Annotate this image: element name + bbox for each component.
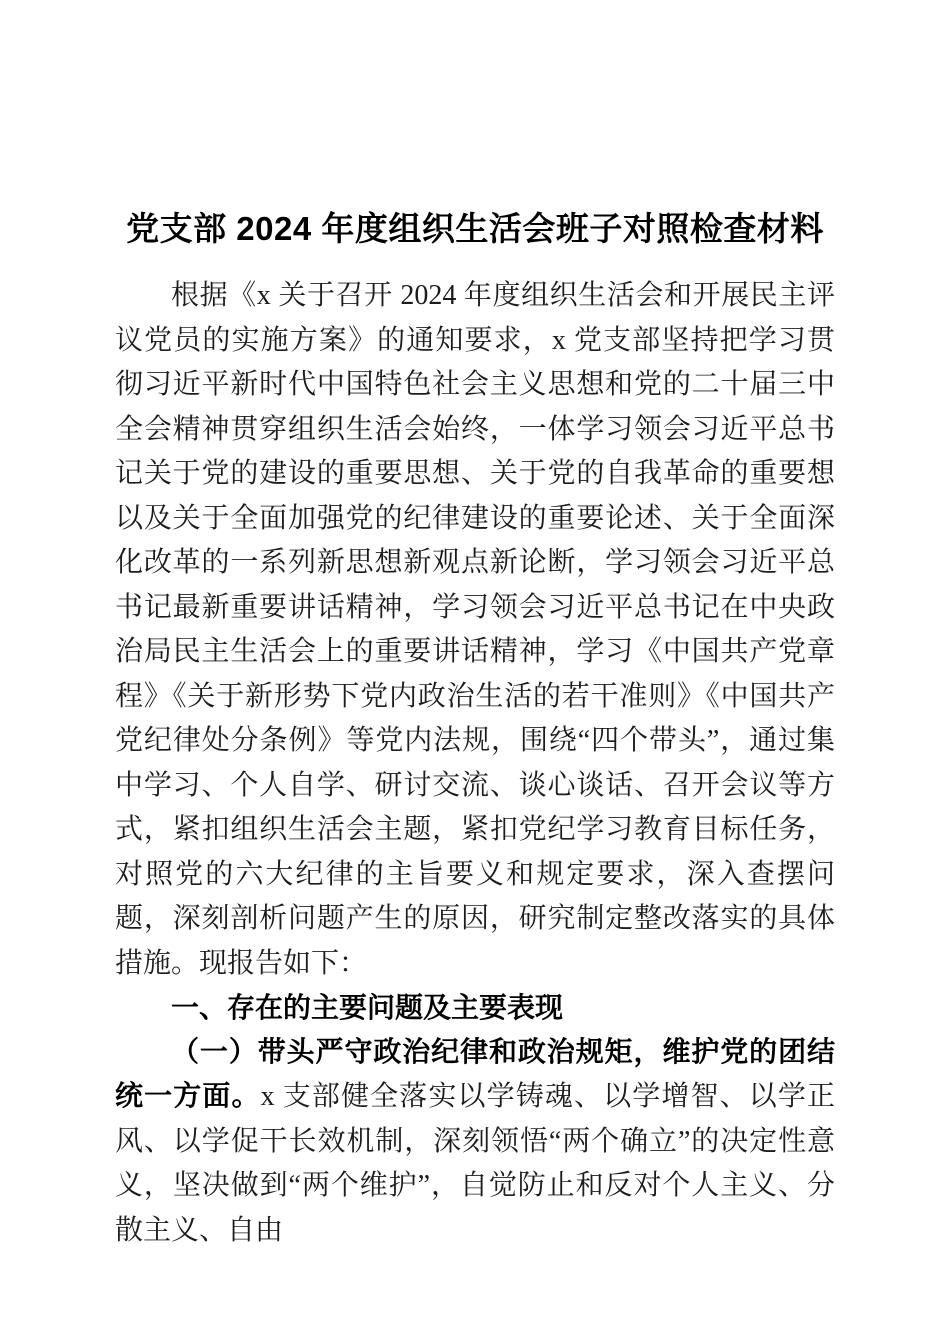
intro-paragraph: 根据《x 关于召开 2024 年度组织生活会和开展民主评议党员的实施方案》的通知要求，x 党支部坚持把学习贯彻习近平新时代中国特色社会主义思想和党的二十届三中全会精神贯穿组织生活会始终，一体学习领会习近平总书记关于党的建设的重要思想、关于党的自我革命的重要想以及关于全面加强党的纪律建设的重要论述、关于全面深化改革的一系列新思想新观点新论断，学习领会习近平总书记最新重要讲话精神，学习领会习近平总书记在中央政治局民主生活会上的重要讲话精神，学习《中国共产党章程》《关于新形势下党内政治生活的若干准则》《中国共产党纪律处分条例》等党内法规，围绕“四个带头”，通过集中学习、个人自学、研讨交流、谈心谈话、召开会议等方式，紧扣组织生活会主题，紧扣党纪学习教育目标任务，对照党的六大纪律的主旨要义和规定要求，深入查摆问题，深刻剖析问题产生的原因，研究制定整改落实的具体措施。现报告如下： [115, 280, 835, 979]
section-heading-main-problems: 一、存在的主要问题及主要表现 [171, 992, 564, 1023]
section-1-paragraph [115, 1031, 835, 1254]
section-1-body-text: x 支部健全落实以学铸魂、以学增智、以学正风、以学促干长效机制，深刻领悟“两个确立”的决定性意义，坚决做到“两个维护”，自觉防止和反对个人主义、分散主义、自由 [115, 1081, 835, 1246]
document-title: 党支部 2024 年度组织生活会班子对照检查材料 [126, 210, 824, 247]
section-1-lead: （一）带头严守政治纪律和政治规矩，维护党的团结统一方面。 [115, 1036, 835, 1112]
